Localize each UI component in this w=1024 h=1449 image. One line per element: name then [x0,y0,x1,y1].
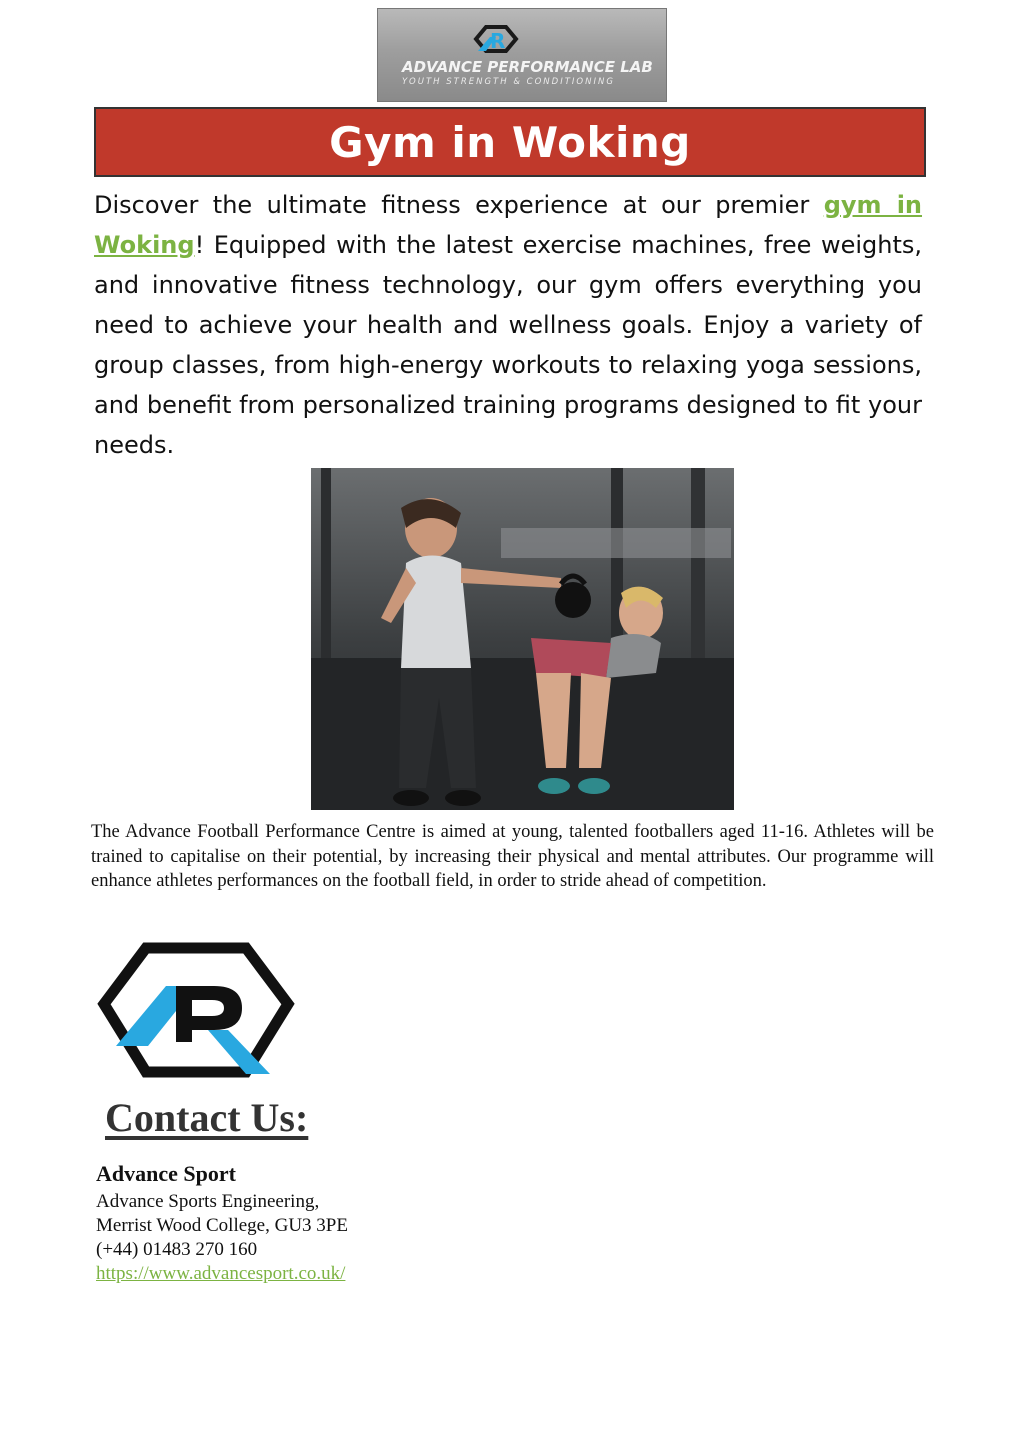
header-logo-tagline: YOUTH STRENGTH & CONDITIONING [402,77,615,87]
gym-in-woking-link[interactable]: gym in Woking [94,191,923,259]
contact-address-line-2: Merrist Wood College, GU3 3PE [96,1215,348,1236]
about-paragraph: The Advance Football Performance Centre is aimed at young, talented footballers aged 11-16. Athletes will be trained to capitalise on their potential, by increasing their physical and mental attributes. Our programme will enhance athletes performances on the football field, in order to stride ahead of competition. [91,822,934,891]
kettlebell-training-photo [311,468,734,810]
brand-logo [96,936,296,1086]
page-title: Gym in Woking [329,117,691,167]
kettlebell-training-photo-icon [311,468,734,810]
website-link[interactable]: https://www.advancesport.co.uk/ [96,1263,346,1284]
contact-heading: Contact Us: [105,1095,309,1140]
intro-paragraph [94,185,922,465]
header-logo [377,8,667,102]
title-banner [94,107,926,177]
ap-hexagon-logo-icon [96,936,296,1086]
header-logo-letter: R [490,29,506,53]
intro-text-after: ! Equipped with the latest exercise machines, free weights, and innovative fitness technology, our gym offers everything you need to achieve your health and wellness goals. Enjoy a variety of group classes, from high-energy workouts to relaxing yoga sessions, and benefit from personalized training programs designed to fit your needs. [94,231,922,459]
contact-block [96,1160,348,1286]
advance-performance-lab-logo-icon [378,9,667,102]
contact-address-line-1: Advance Sports Engineering, [96,1191,320,1212]
intro-text-before: Discover the ultimate fitness experience at our premier [94,191,824,219]
header-logo-text: ADVANCE PERFORMANCE LAB [402,58,653,76]
contact-name: Advance Sport [96,1161,236,1186]
contact-phone: (+44) 01483 270 160 [96,1239,258,1260]
